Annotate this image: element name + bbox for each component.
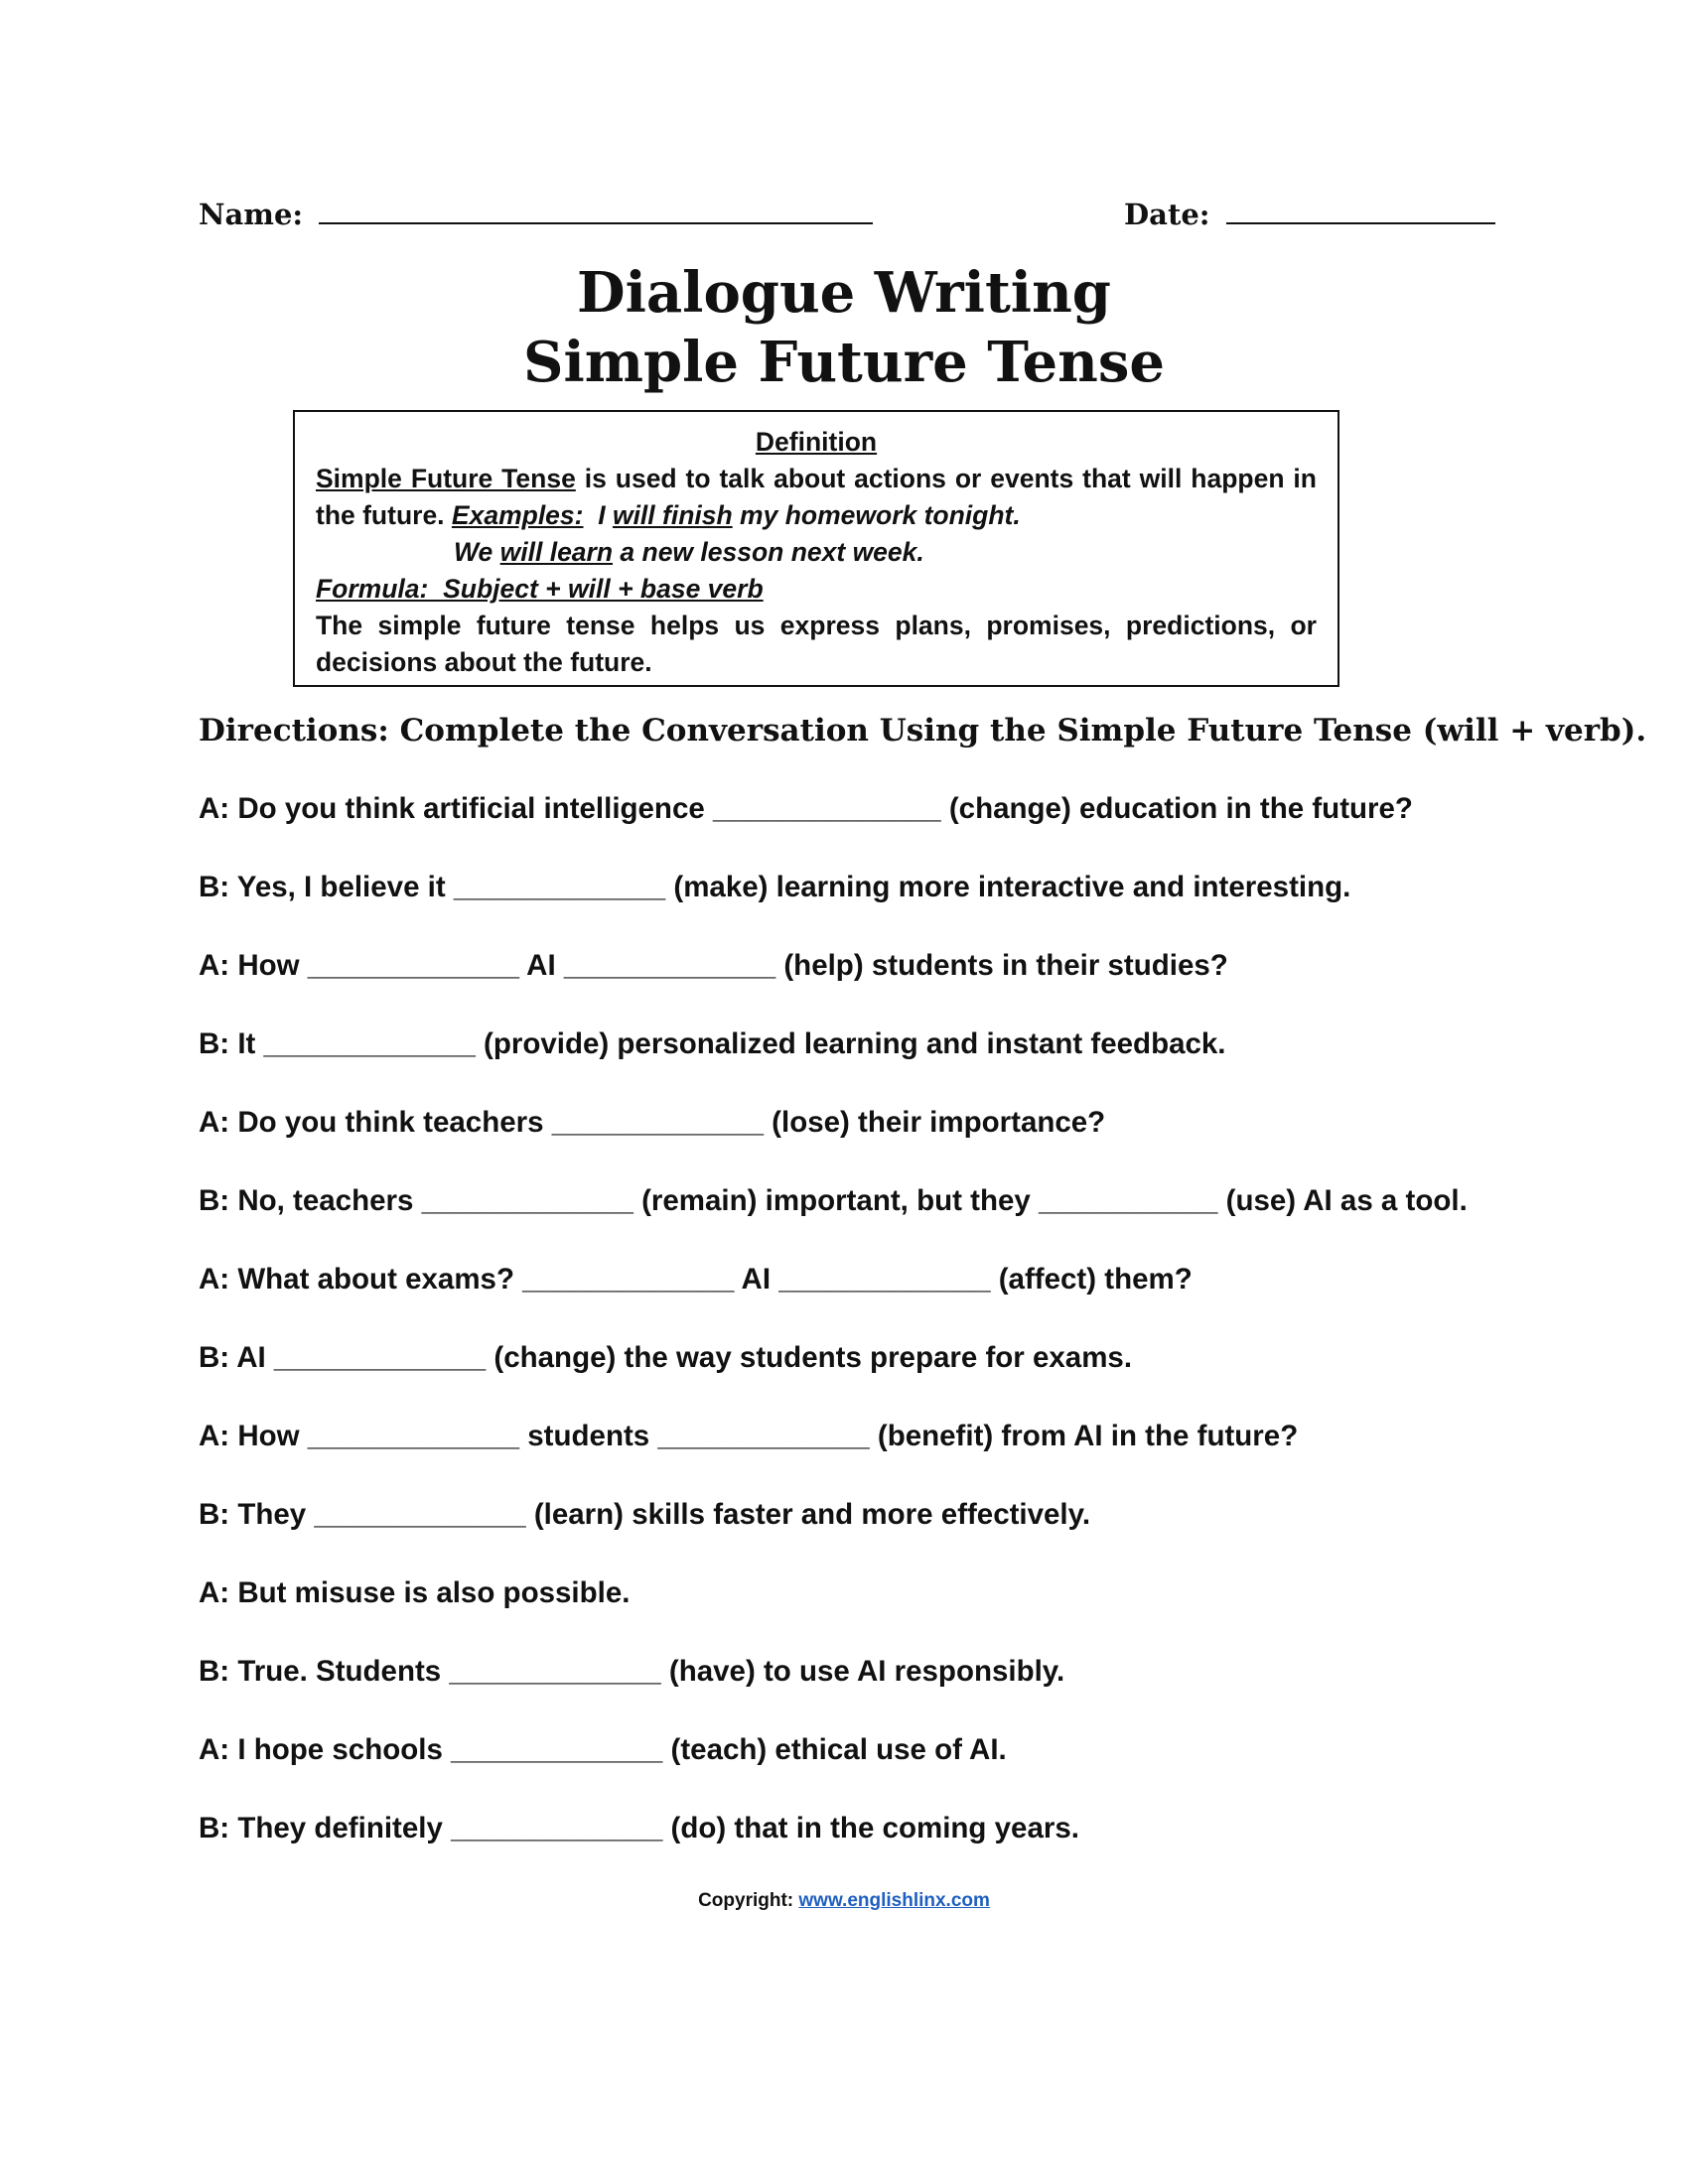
copyright-link[interactable]: www.englishlinx.com xyxy=(798,1890,990,1911)
example-2-post: a new lesson next week. xyxy=(613,537,924,567)
example-2 xyxy=(316,534,1317,571)
formula: Formula: Subject + will + base verb xyxy=(316,574,764,604)
date-field xyxy=(1124,197,1495,231)
definition-body: is used to talk about actions or events that will happen in the future. xyxy=(316,464,1317,530)
dialogue-line: A: Do you think teachers _____________ (lose) their importance? xyxy=(199,1106,1106,1139)
dialogue-line: B: They _____________ (learn) skills faster and more effectively. xyxy=(199,1498,1091,1531)
example-2-pre: We xyxy=(454,537,500,567)
dialogue-line: B: AI _____________ (change) the way students prepare for exams. xyxy=(199,1341,1133,1374)
dialogue-line: B: No, teachers _____________ (remain) important, but they ___________ (use) AI as a tool. xyxy=(199,1184,1468,1217)
name-label: Name: xyxy=(199,198,304,231)
page-subtitle: Simple Future Tense xyxy=(523,330,1165,395)
dialogue-line: B: It _____________ (provide) personalized learning and instant feedback. xyxy=(199,1027,1226,1060)
definition-summary: The simple future tense helps us express plans, promises, predictions, or decisions about the future. xyxy=(316,611,1317,677)
definition-text xyxy=(316,461,1317,534)
name-field xyxy=(199,197,873,231)
definition-heading: Definition xyxy=(755,427,878,457)
example-1-post: my homework tonight. xyxy=(732,500,1021,530)
copyright-label: Copyright: xyxy=(698,1890,799,1911)
definition-box xyxy=(293,410,1339,687)
definition-term: Simple Future Tense xyxy=(316,464,576,493)
example-1-verb: will finish xyxy=(612,500,733,530)
dialogue-line: A: What about exams? _____________ AI _____________ (affect) them? xyxy=(199,1263,1193,1296)
example-1-pre: I xyxy=(583,500,613,530)
date-blank-line xyxy=(1226,197,1495,224)
copyright-footer xyxy=(0,1890,1688,1912)
name-blank-line xyxy=(319,197,873,224)
dialogue-line: B: They definitely _____________ (do) that in the coming years. xyxy=(199,1812,1079,1844)
dialogue-line: A: How _____________ AI _____________ (help) students in their studies? xyxy=(199,949,1228,982)
examples-label: Examples: xyxy=(451,500,584,530)
date-label: Date: xyxy=(1124,198,1210,231)
dialogue-line: A: Do you think artificial intelligence ______________ (change) education in the future? xyxy=(199,792,1413,825)
dialogue-line: B: Yes, I believe it _____________ (make) learning more interactive and interesting. xyxy=(199,871,1351,903)
dialogue-line: B: True. Students _____________ (have) to use AI responsibly. xyxy=(199,1655,1065,1688)
example-2-verb: will learn xyxy=(499,537,614,567)
dialogue-line: A: How _____________ students _____________ (benefit) from AI in the future? xyxy=(199,1420,1299,1452)
page-title: Dialogue Writing xyxy=(577,260,1111,326)
directions: Directions: Complete the Conversation Using the Simple Future Tense (will + verb). xyxy=(199,713,1647,749)
dialogue-line: A: But misuse is also possible. xyxy=(199,1576,631,1609)
dialogue-line: A: I hope schools _____________ (teach) ethical use of AI. xyxy=(199,1733,1007,1766)
